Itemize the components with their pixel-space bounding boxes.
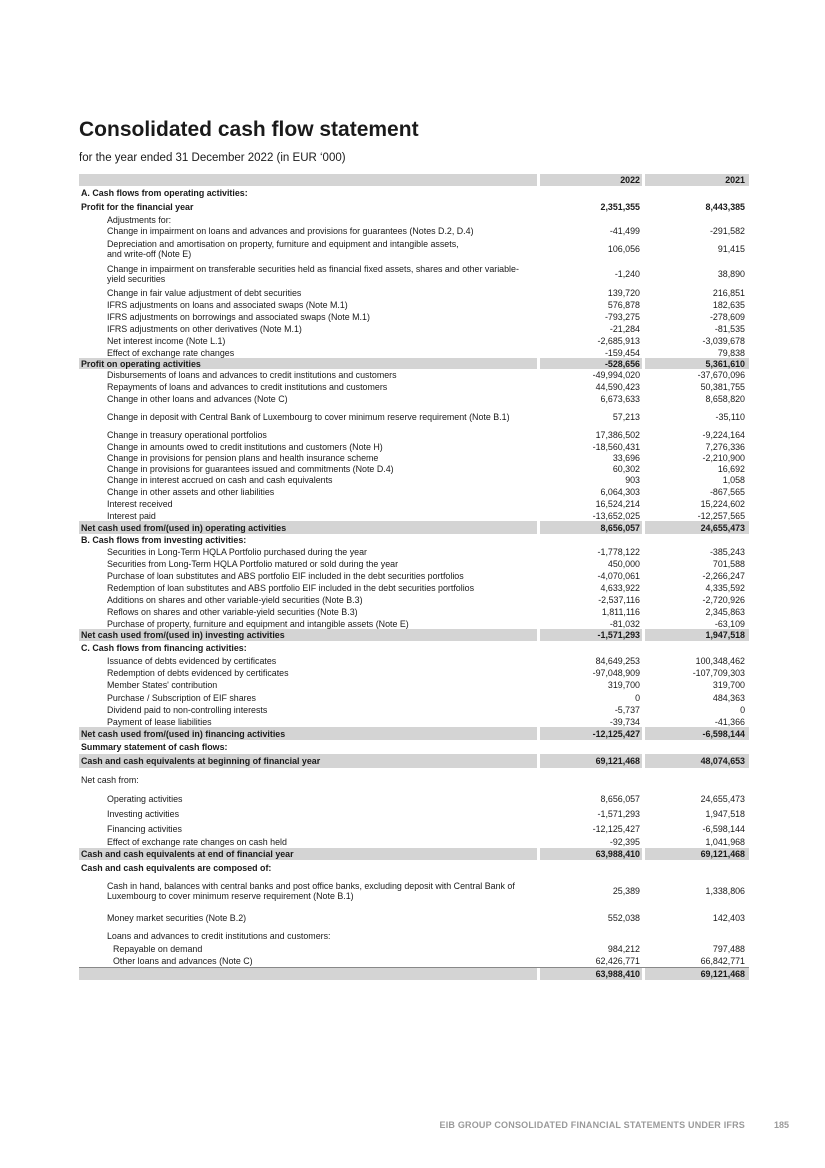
row-label: Cash and cash equivalents are composed of: xyxy=(81,862,272,873)
row-label: Disbursements of loans and advances to credit institutions and customers xyxy=(107,370,397,380)
table-row xyxy=(79,214,749,225)
value-2021: -107,709,303 xyxy=(692,668,745,678)
value-2022: -4,070,061 xyxy=(597,571,640,581)
table-row xyxy=(79,875,749,907)
row-label: Payment of lease liabilities xyxy=(107,716,212,727)
table-row xyxy=(79,498,749,510)
table-row xyxy=(79,929,749,943)
table-row xyxy=(79,716,749,727)
value-2021: 701,588 xyxy=(712,559,745,569)
value-2022: 84,649,253 xyxy=(595,655,640,666)
value-2022: 6,064,303 xyxy=(600,487,640,497)
table-row xyxy=(79,754,749,768)
table-row xyxy=(79,335,749,347)
value-2021: 182,635 xyxy=(712,300,745,310)
value-2022: 25,389 xyxy=(612,886,640,896)
value-2021: -41,366 xyxy=(714,716,745,727)
table-row xyxy=(79,704,749,716)
value-2021: 15,224,602 xyxy=(700,499,745,509)
row-label: Change in amounts owed to credit institutions and customers (Note H) xyxy=(107,441,383,452)
value-2022: 63,988,410 xyxy=(595,849,640,859)
value-2021: 7,276,336 xyxy=(705,441,745,452)
value-2022: 16,524,214 xyxy=(595,499,640,509)
value-2022: -81,032 xyxy=(609,618,640,629)
row-label: Repayments of loans and advances to credit institutions and customers xyxy=(107,382,388,392)
table-row xyxy=(79,441,749,452)
value-2021: -81,535 xyxy=(714,324,745,334)
row-label: Change in other loans and advances (Note C) xyxy=(107,394,288,404)
value-2022: 576,878 xyxy=(607,300,640,310)
table-row xyxy=(79,381,749,393)
table-row xyxy=(79,836,749,848)
column-header-2021: 2021 xyxy=(725,175,745,185)
table-row xyxy=(79,740,749,754)
table-row xyxy=(79,261,749,287)
value-2022: -1,778,122 xyxy=(597,547,640,557)
value-2021: 24,655,473 xyxy=(700,522,745,533)
row-label: Interest paid xyxy=(107,510,156,521)
row-label: Change in impairment on transferable securities held as financial fixed assets, shares and other variable-yield securities xyxy=(107,264,519,284)
value-2022: 552,038 xyxy=(607,913,640,923)
row-label: Net cash used from/(used in) investing activities xyxy=(81,630,285,640)
table-row xyxy=(79,521,749,534)
value-2022: -12,125,427 xyxy=(592,728,640,739)
value-2022: 903 xyxy=(625,475,640,485)
row-label: Member States' contribution xyxy=(107,680,218,690)
value-2021: 8,658,820 xyxy=(705,394,745,404)
table-row xyxy=(79,463,749,474)
table-row xyxy=(79,791,749,806)
table-row xyxy=(79,860,749,875)
value-2021: -3,039,678 xyxy=(702,336,745,346)
value-2022: 44,590,423 xyxy=(595,382,640,392)
value-2022: 63,988,410 xyxy=(595,969,640,979)
table-row xyxy=(79,727,749,740)
row-label: Financing activities xyxy=(107,823,182,834)
row-label: Interest received xyxy=(107,499,173,509)
row-label: Effect of exchange rate changes xyxy=(107,347,235,358)
row-label: Securities in Long-Term HQLA Portfolio purchased during the year xyxy=(107,547,367,557)
page-subtitle: for the year ended 31 December 2022 (in EUR ‘000) xyxy=(79,152,346,164)
row-label: Depreciation and amortisation on property, furniture and equipment and intangible assets, and write-off (Note E) xyxy=(107,239,459,259)
table-row xyxy=(79,358,749,369)
value-2022: 33,696 xyxy=(612,452,640,463)
table-row xyxy=(79,570,749,582)
value-2021: -2,266,247 xyxy=(702,571,745,581)
value-2021: -6,598,144 xyxy=(702,728,745,739)
value-2022: 57,213 xyxy=(612,412,640,422)
row-label: Additions on shares and other variable-yield securities (Note B.3) xyxy=(107,595,363,605)
value-2022: -528,656 xyxy=(604,358,640,369)
row-label: IFRS adjustments on borrowings and associated swaps (Note M.1) xyxy=(107,312,370,322)
value-2022: -1,571,293 xyxy=(597,808,640,819)
value-2021: 319,700 xyxy=(712,680,745,690)
value-2022: -1,240 xyxy=(614,269,640,279)
table-row xyxy=(79,237,749,261)
row-label: Other loans and advances (Note C) xyxy=(113,956,253,966)
row-label: Redemption of debts evidenced by certificates xyxy=(107,668,289,678)
table-row xyxy=(79,474,749,486)
row-label: Money market securities (Note B.2) xyxy=(107,913,247,923)
value-2021: 1,947,518 xyxy=(705,808,745,819)
table-row xyxy=(79,691,749,704)
row-label: Cash and cash equivalents at end of financial year xyxy=(81,849,294,859)
value-2021: 2,345,863 xyxy=(705,607,745,617)
value-2021: 797,488 xyxy=(712,944,745,954)
value-2022: 8,656,057 xyxy=(600,793,640,804)
row-label: Loans and advances to credit institutions and customers: xyxy=(107,931,331,941)
value-2022: 4,633,922 xyxy=(600,583,640,593)
row-label: Profit on operating activities xyxy=(81,358,201,369)
value-2021: -9,224,164 xyxy=(702,430,745,440)
value-2021: 484,363 xyxy=(712,692,745,703)
value-2021: -35,110 xyxy=(715,412,745,422)
table-row xyxy=(79,606,749,618)
row-label: Net cash from: xyxy=(81,774,139,785)
table-row xyxy=(79,943,749,955)
value-2021: -37,670,096 xyxy=(697,370,745,380)
row-label: Purchase of loan substitutes and ABS portfolio EIF included in the debt securities portfolios xyxy=(107,571,464,581)
table-row xyxy=(79,582,749,594)
value-2021: 1,041,968 xyxy=(705,837,745,847)
table-row xyxy=(79,311,749,323)
value-2022: 62,426,771 xyxy=(595,956,640,966)
value-2022: 60,302 xyxy=(612,463,640,474)
row-label: A. Cash flows from operating activities: xyxy=(81,187,248,198)
row-label: Change in deposit with Central Bank of Luxembourg to cover minimum reserve requirement (Note B.1) xyxy=(107,412,510,422)
row-label: Change in other assets and other liabilities xyxy=(107,487,275,497)
value-2022: -41,499 xyxy=(609,226,640,236)
column-header-2022: 2022 xyxy=(620,175,640,185)
value-2021: 4,335,592 xyxy=(705,583,745,593)
value-2021: -385,243 xyxy=(709,547,745,557)
value-2022: -39,734 xyxy=(609,716,640,727)
value-2022: -12,125,427 xyxy=(592,823,640,834)
row-label: IFRS adjustments on loans and associated swaps (Note M.1) xyxy=(107,300,348,310)
table-row xyxy=(79,558,749,570)
value-2021: 1,058 xyxy=(722,475,745,485)
value-2021: 91,415 xyxy=(717,244,745,254)
value-2022: 8,656,057 xyxy=(600,522,640,533)
value-2021: 79,838 xyxy=(717,347,745,358)
value-2022: 0 xyxy=(635,692,640,703)
table-row xyxy=(79,907,749,929)
value-2021: 100,348,462 xyxy=(695,655,745,666)
row-label: Change in provisions for guarantees issued and commitments (Note D.4) xyxy=(107,463,394,474)
row-label: Net cash used from/(used in) financing activities xyxy=(81,728,286,739)
table-row xyxy=(79,618,749,629)
table-row xyxy=(79,806,749,821)
row-label: Net cash used from/(used in) operating activities xyxy=(81,522,287,533)
row-label: Change in provisions for pension plans and health insurance scheme xyxy=(107,452,379,463)
page-number: 185 xyxy=(774,1120,790,1130)
value-2021: -278,609 xyxy=(709,312,745,322)
value-2022: 450,000 xyxy=(607,559,640,569)
value-2021: 16,692 xyxy=(717,463,745,474)
value-2021: 69,121,468 xyxy=(700,969,745,979)
value-2021: 38,890 xyxy=(717,269,745,279)
value-2021: 0 xyxy=(740,705,745,715)
row-label: Adjustments for: xyxy=(107,214,172,225)
row-label: IFRS adjustments on other derivatives (Note M.1) xyxy=(107,324,302,334)
row-label: Redemption of loan substitutes and ABS portfolio EIF included in the debt securities portfolios xyxy=(107,583,475,593)
row-label: C. Cash flows from financing activities: xyxy=(81,642,247,653)
row-label: Operating activities xyxy=(107,793,183,804)
value-2021: -2,210,900 xyxy=(702,452,745,463)
value-2021: 24,655,473 xyxy=(700,793,745,804)
table-row xyxy=(79,967,749,980)
value-2022: 984,212 xyxy=(607,944,640,954)
cash-flow-table xyxy=(79,174,749,980)
value-2021: 5,361,610 xyxy=(705,358,745,369)
value-2022: -21,284 xyxy=(609,324,640,334)
table-row xyxy=(79,955,749,967)
table-row xyxy=(79,486,749,498)
value-2022: 139,720 xyxy=(607,288,640,298)
table-row xyxy=(79,199,749,214)
value-2021: 1,338,806 xyxy=(705,886,745,896)
value-2021: 8,443,385 xyxy=(705,201,745,212)
row-label: Summary statement of cash flows: xyxy=(81,742,228,752)
value-2022: 319,700 xyxy=(607,680,640,690)
value-2021: 48,074,653 xyxy=(700,756,745,766)
table-row xyxy=(79,821,749,836)
table-row xyxy=(79,299,749,311)
table-row xyxy=(79,546,749,558)
row-label: Change in interest accrued on cash and cash equivalents xyxy=(107,475,333,485)
table-row xyxy=(79,405,749,429)
table-row xyxy=(79,287,749,299)
table-row xyxy=(79,667,749,679)
table-row xyxy=(79,510,749,521)
row-label: Change in treasury operational portfolios xyxy=(107,430,267,440)
value-2021: -63,109 xyxy=(714,618,745,629)
page-title: Consolidated cash flow statement xyxy=(79,118,419,141)
value-2022: -92,395 xyxy=(609,837,640,847)
table-row xyxy=(79,629,749,641)
row-label: Investing activities xyxy=(107,808,180,819)
table-row xyxy=(79,225,749,237)
row-label: Cash in hand, balances with central banks and post office banks, excluding deposit with Central Bank of Luxembourg to cover minimum reserve requirement (Note B.1) xyxy=(107,881,515,901)
value-2021: 50,381,755 xyxy=(700,382,745,392)
value-2021: -291,582 xyxy=(709,226,745,236)
table-row xyxy=(79,641,749,654)
value-2022: -2,537,116 xyxy=(598,595,640,605)
row-label: Purchase / Subscription of EIF shares xyxy=(107,692,256,703)
table-row xyxy=(79,393,749,405)
row-label: Issuance of debts evidenced by certificates xyxy=(107,655,277,666)
footer-text: EIB GROUP CONSOLIDATED FINANCIAL STATEMENTS UNDER IFRS xyxy=(439,1120,745,1130)
value-2022: -1,571,293 xyxy=(597,630,640,640)
table-row xyxy=(79,654,749,667)
value-2022: 106,056 xyxy=(607,244,640,254)
table-body xyxy=(79,186,749,980)
row-label: Net interest income (Note L.1) xyxy=(107,336,226,346)
table-header xyxy=(79,174,749,186)
table-row xyxy=(79,429,749,441)
row-label: Change in fair value adjustment of debt securities xyxy=(107,288,302,298)
table-row xyxy=(79,534,749,546)
table-row xyxy=(79,768,749,791)
value-2022: -13,652,025 xyxy=(592,510,640,521)
row-label: Securities from Long-Term HQLA Portfolio matured or sold during the year xyxy=(107,559,399,569)
row-label: Cash and cash equivalents at beginning of financial year xyxy=(81,756,321,766)
row-label: Reflows on shares and other variable-yield securities (Note B.3) xyxy=(107,607,358,617)
value-2021: -6,598,144 xyxy=(702,823,745,834)
value-2021: 1,947,518 xyxy=(705,630,745,640)
value-2022: 1,811,116 xyxy=(601,607,640,617)
value-2022: -18,560,431 xyxy=(592,441,640,452)
value-2021: 66,842,771 xyxy=(700,956,745,966)
value-2022: 69,121,468 xyxy=(595,756,640,766)
value-2022: -5,737 xyxy=(614,705,640,715)
table-row xyxy=(79,323,749,335)
table-row xyxy=(79,347,749,358)
value-2022: -793,275 xyxy=(604,312,640,322)
value-2022: -97,048,909 xyxy=(592,668,640,678)
row-label: Change in impairment on loans and advances and provisions for guarantees (Notes D.2, D.4) xyxy=(107,226,474,236)
value-2021: 216,851 xyxy=(712,288,745,298)
row-label: Effect of exchange rate changes on cash held xyxy=(107,837,287,847)
table-row xyxy=(79,452,749,463)
table-row xyxy=(79,186,749,199)
value-2022: 2,351,355 xyxy=(600,201,640,212)
table-row xyxy=(79,369,749,381)
value-2022: -49,994,020 xyxy=(592,370,640,380)
value-2022: -159,454 xyxy=(604,347,640,358)
row-label: Dividend paid to non-controlling interests xyxy=(107,705,268,715)
value-2021: 69,121,468 xyxy=(700,849,745,859)
table-row xyxy=(79,848,749,860)
value-2022: 17,386,502 xyxy=(595,430,640,440)
value-2021: 142,403 xyxy=(712,913,745,923)
value-2021: -12,257,565 xyxy=(697,510,745,521)
row-label: B. Cash flows from investing activities: xyxy=(81,535,247,545)
value-2021: -867,565 xyxy=(709,487,745,497)
table-row xyxy=(79,679,749,691)
value-2022: -2,685,913 xyxy=(597,336,640,346)
row-label: Profit for the financial year xyxy=(81,201,194,212)
row-label: Repayable on demand xyxy=(113,944,203,954)
value-2022: 6,673,633 xyxy=(600,394,640,404)
row-label: Purchase of property, furniture and equipment and intangible assets (Note E) xyxy=(107,618,409,629)
value-2021: -2,720,926 xyxy=(702,595,745,605)
table-row xyxy=(79,594,749,606)
